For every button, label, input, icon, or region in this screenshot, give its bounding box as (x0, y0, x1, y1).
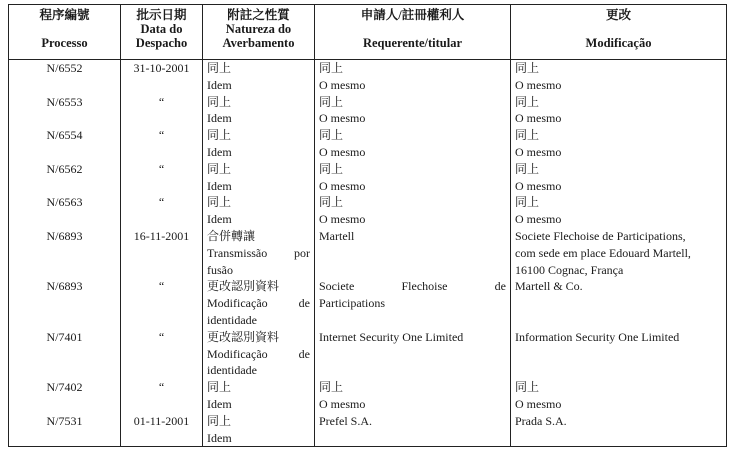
cell-natureza (203, 278, 315, 328)
despacho-date: “ (158, 161, 165, 176)
header-modificacao (511, 5, 727, 60)
natureza-line: Idem (207, 77, 232, 92)
cell-modificacao (511, 60, 727, 94)
modificacao-line: 同上 (515, 195, 540, 210)
cell-natureza (203, 228, 315, 278)
header-modificacao-pt: Modificação (585, 36, 652, 50)
cell-requerente (315, 161, 511, 195)
natureza-line: 同上 (207, 195, 232, 210)
cell-requerente (315, 60, 511, 94)
cell-data-despacho (121, 413, 203, 447)
cell-natureza (203, 413, 315, 447)
natureza-line: Idem (207, 111, 232, 126)
natureza-line: 同上 (207, 413, 232, 428)
modificacao-line: Societe Flechoise de Participations, (515, 228, 686, 243)
modificacao-line: O mesmo (515, 144, 562, 159)
requerente-line: Internet Security One Limited (319, 329, 464, 344)
modificacao-line: Martell & Co. (515, 279, 583, 294)
despacho-date: “ (158, 380, 165, 395)
processo-number: N/6893 (46, 279, 83, 294)
cell-data-despacho (121, 60, 203, 94)
natureza-line: 更改認別資料 (207, 329, 280, 344)
natureza-line: Idem (207, 430, 232, 445)
modificacao-line: Information Security One Limited (515, 329, 680, 344)
header-natureza (203, 5, 315, 60)
modificacao-line: 同上 (515, 128, 540, 143)
cell-requerente (315, 329, 511, 379)
despacho-date: 31-10-2001 (133, 61, 190, 75)
requerente-line: O mesmo (319, 396, 366, 411)
processo-number: N/6893 (46, 228, 83, 243)
cell-data-despacho (121, 94, 203, 128)
processo-number: N/7402 (46, 380, 83, 395)
modificacao-line: 16100 Cognac, França (515, 262, 624, 277)
table-row (9, 413, 727, 447)
natureza-line: Idem (207, 178, 232, 193)
cell-natureza (203, 329, 315, 379)
cell-processo (9, 329, 121, 379)
header-data-pt1: Data do (140, 22, 183, 36)
table-row (9, 94, 727, 128)
natureza-line: fusão (207, 262, 233, 277)
cell-modificacao (511, 94, 727, 128)
processo-number: N/6563 (46, 195, 83, 210)
cell-data-despacho (121, 161, 203, 195)
natureza-line: Idem (207, 212, 232, 227)
header-processo-pt: Processo (41, 36, 88, 50)
cell-natureza (203, 161, 315, 195)
cell-modificacao (511, 161, 727, 195)
cell-modificacao (511, 194, 727, 228)
cell-natureza (203, 94, 315, 128)
cell-modificacao (511, 413, 727, 447)
table-row (9, 329, 727, 379)
cell-requerente (315, 278, 511, 328)
processo-number: N/6552 (46, 61, 83, 75)
cell-data-despacho (121, 278, 203, 328)
header-natureza-zh: 附註之性質 (227, 8, 290, 22)
cell-data-despacho (121, 329, 203, 379)
cell-requerente (315, 379, 511, 413)
cell-requerente (315, 127, 511, 161)
natureza-line: identidade (207, 312, 257, 327)
natureza-line: Idem (207, 144, 232, 159)
cell-natureza (203, 60, 315, 94)
natureza-line: 同上 (207, 61, 232, 75)
requerente-line: 同上 (319, 380, 344, 395)
modificacao-line: 同上 (515, 161, 540, 176)
requerente-line: O mesmo (319, 111, 366, 126)
requerente-line: Societe Flechoise de (319, 279, 506, 294)
requerente-line: Martell (319, 228, 355, 243)
cell-modificacao (511, 228, 727, 278)
despacho-date: “ (158, 279, 165, 294)
modificacao-line: 同上 (515, 380, 540, 395)
requerente-line: O mesmo (319, 144, 366, 159)
table-row (9, 60, 727, 94)
despacho-date: “ (158, 195, 165, 210)
header-requerente-pt: Requerente/titular (362, 36, 463, 50)
natureza-line: Idem (207, 396, 232, 411)
processo-number: N/6554 (46, 128, 83, 143)
despacho-date: 16-11-2001 (133, 228, 190, 243)
header-requerente (315, 5, 511, 60)
despacho-date: “ (158, 94, 165, 109)
modificacao-line: O mesmo (515, 396, 562, 411)
despacho-date: 01-11-2001 (133, 413, 190, 428)
cell-natureza (203, 379, 315, 413)
natureza-line: Transmissão por (207, 245, 310, 260)
natureza-line: Modificação de (207, 296, 310, 311)
requerente-line: O mesmo (319, 77, 366, 92)
cell-requerente (315, 228, 511, 278)
cell-processo (9, 194, 121, 228)
natureza-line: 同上 (207, 161, 232, 176)
cell-modificacao (511, 278, 727, 328)
table-row (9, 278, 727, 328)
cell-processo (9, 379, 121, 413)
modificacao-line: Prada S.A. (515, 413, 567, 428)
cell-processo (9, 94, 121, 128)
modificacao-line: com sede em place Edouard Martell, (515, 245, 691, 260)
natureza-line: 同上 (207, 94, 232, 109)
header-processo-zh: 程序編號 (39, 8, 90, 22)
cell-data-despacho (121, 127, 203, 161)
cell-modificacao (511, 127, 727, 161)
cell-natureza (203, 127, 315, 161)
cell-processo (9, 278, 121, 328)
table-row (9, 379, 727, 413)
table-body (9, 60, 727, 447)
despacho-date: “ (158, 329, 165, 344)
natureza-line: 更改認別資料 (207, 279, 280, 294)
natureza-line: identidade (207, 363, 257, 378)
natureza-line: 同上 (207, 128, 232, 143)
modificacao-line: O mesmo (515, 111, 562, 126)
header-modificacao-zh: 更改 (605, 8, 631, 22)
cell-processo (9, 413, 121, 447)
cell-requerente (315, 194, 511, 228)
header-data (121, 5, 203, 60)
natureza-line: Modificação de (207, 346, 310, 361)
processo-number: N/7401 (46, 329, 83, 344)
table-header-row (9, 5, 727, 60)
header-processo (9, 5, 121, 60)
table-row (9, 127, 727, 161)
cell-data-despacho (121, 194, 203, 228)
cell-processo (9, 60, 121, 94)
table-row (9, 194, 727, 228)
table-row (9, 161, 727, 195)
cell-modificacao (511, 379, 727, 413)
requerente-line: 同上 (319, 161, 344, 176)
processo-number: N/6553 (46, 94, 83, 109)
header-natureza-pt2: Averbamento (222, 36, 295, 50)
cell-natureza (203, 194, 315, 228)
modificacao-line: O mesmo (515, 212, 562, 227)
requerente-line: O mesmo (319, 212, 366, 227)
requerente-line: 同上 (319, 195, 344, 210)
requerente-line: Prefel S.A. (319, 413, 372, 428)
cell-requerente (315, 94, 511, 128)
modificacao-line: O mesmo (515, 178, 562, 193)
header-data-pt2: Despacho (135, 36, 188, 50)
cell-data-despacho (121, 228, 203, 278)
cell-modificacao (511, 329, 727, 379)
cell-requerente (315, 413, 511, 447)
requerente-line: 同上 (319, 94, 344, 109)
processo-number: N/6562 (46, 161, 83, 176)
requerente-line: Participations (319, 296, 385, 311)
modificacao-line: O mesmo (515, 77, 562, 92)
cell-data-despacho (121, 379, 203, 413)
cell-processo (9, 161, 121, 195)
modificacao-line: 同上 (515, 61, 540, 75)
natureza-line: 合併轉讓 (207, 228, 256, 243)
cell-processo (9, 127, 121, 161)
natureza-line: 同上 (207, 380, 232, 395)
requerente-line: 同上 (319, 61, 344, 75)
requerente-line: 同上 (319, 128, 344, 143)
table-row (9, 228, 727, 278)
header-natureza-pt1: Natureza do (225, 22, 292, 36)
averbamento-table (8, 4, 727, 447)
header-requerente-zh: 申請人/註冊權利人 (360, 8, 465, 22)
header-data-zh: 批示日期 (136, 8, 187, 22)
requerente-line: O mesmo (319, 178, 366, 193)
modificacao-line: 同上 (515, 94, 540, 109)
cell-processo (9, 228, 121, 278)
processo-number: N/7531 (46, 413, 83, 428)
despacho-date: “ (158, 128, 165, 143)
